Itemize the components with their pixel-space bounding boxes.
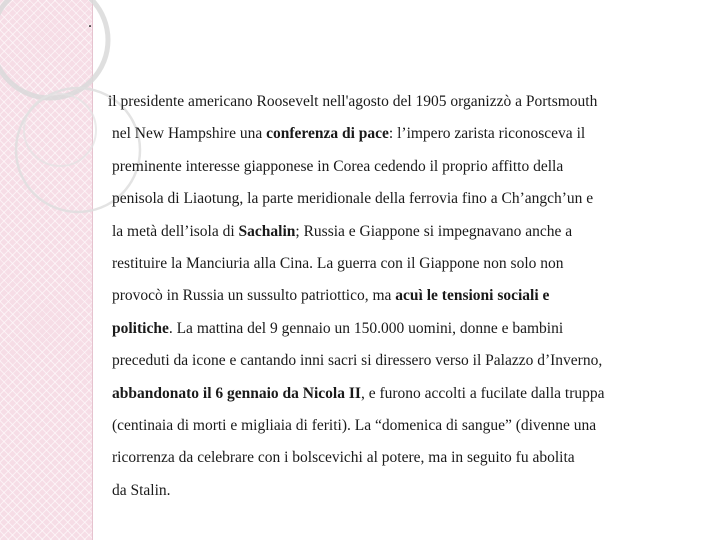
text-line [112, 183, 697, 215]
slide-body-text [108, 86, 697, 507]
text-run: nel New Hampshire una [112, 125, 267, 143]
text-line [112, 248, 697, 280]
text-line [112, 118, 697, 150]
bullet-mark: . [88, 14, 92, 31]
text-line [112, 151, 697, 183]
bold-text-run: conferenza di pace [266, 125, 389, 143]
text-run: da Stalin. [112, 481, 171, 499]
sidebar-divider [92, 0, 93, 540]
text-line [112, 280, 697, 312]
text-line [112, 410, 697, 442]
text-run: , e furono accolti a fucilate dalla truppa [360, 384, 605, 402]
text-run: preminente interesse giapponese in Corea cedendo il proprio affitto della [112, 157, 564, 175]
text-run: la metà dell’isola di [112, 222, 239, 240]
bold-text-run: acuì le tensioni sociali e [395, 287, 550, 305]
text-line [112, 216, 697, 248]
text-run: penisola di Liaotung, la parte meridionale della ferrovia fino a Ch’angch’un e [112, 190, 594, 208]
text-line [112, 313, 697, 345]
text-line [108, 86, 697, 118]
text-line [112, 378, 697, 410]
text-line [112, 345, 697, 377]
text-run: ; Russia e Giappone si impegnavano anche a [295, 222, 573, 240]
text-run: il presidente americano Roosevelt nell'agosto del 1905 organizzò a Portsmouth [108, 93, 598, 110]
bold-text-run: abbandonato il 6 gennaio da Nicola II [112, 384, 361, 402]
text-line [112, 475, 697, 507]
bold-text-run: Sachalin [238, 222, 296, 240]
bold-text-run: politiche [112, 319, 169, 337]
decorative-sidebar [0, 0, 93, 540]
text-run: provocò in Russia un sussulto patriottico, ma [112, 287, 396, 305]
text-run: . La mattina del 9 gennaio un 150.000 uomini, donne e bambini [168, 319, 564, 337]
text-run: : l’impero zarista riconosceva il [388, 125, 586, 143]
text-run: preceduti da icone e cantando inni sacri si diressero verso il Palazzo d’Inverno, [112, 352, 603, 370]
text-run: ricorrenza da celebrare con i bolscevichi al potere, ma in seguito fu abolita [112, 449, 575, 467]
text-run: restituire la Manciuria alla Cina. La guerra con il Giappone non solo non [112, 254, 564, 272]
text-line [112, 442, 697, 474]
text-run: (centinaia di morti e migliaia di feriti). La “domenica di sangue” (divenne una [112, 416, 597, 434]
